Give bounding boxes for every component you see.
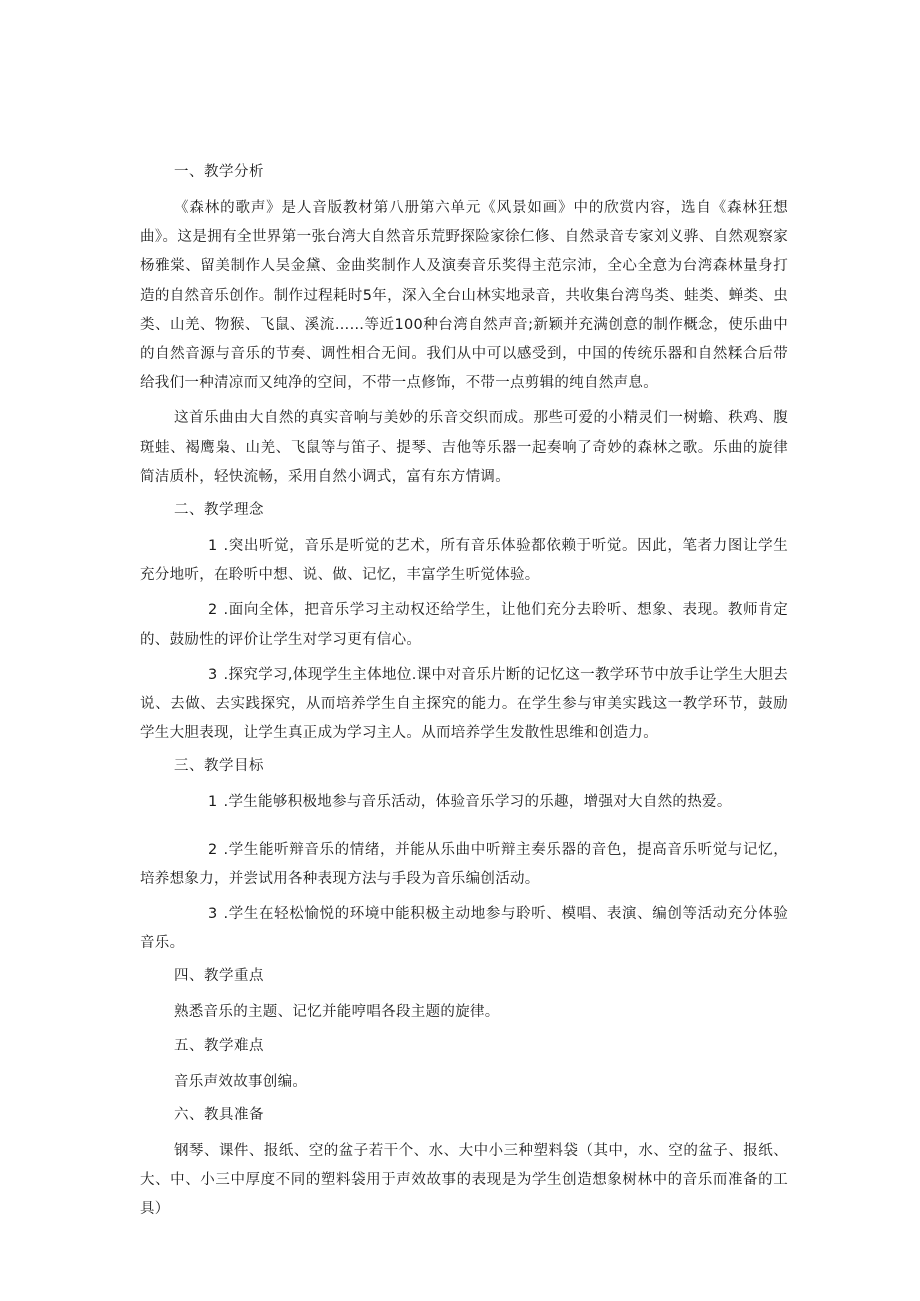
section-5-text: 音乐声效故事创编。 bbox=[174, 1073, 308, 1090]
section-6-text: 钢琴、课件、报纸、空的盆子若干个、水、大中小三种塑料袋（其中，水、空的盆子、报纸、大、中、小三中厚度不同的塑料袋用于声效故事的表现是为学生创造想象树林中的音乐而准备的工具） bbox=[140, 1142, 788, 1218]
section-4-title: 四、教学重点 bbox=[174, 968, 264, 985]
section-2-item-2: 2 .面向全体，把音乐学习主动权还给学生，让他们充分去聆听、想象、表现。教师肯定的、鼓励性的评价让学生对学习更有信心。 bbox=[140, 602, 788, 648]
section-3-title: 三、教学目标 bbox=[174, 758, 264, 775]
section-2-item-3: 3 .探究学习,体现学生主体地位.课中对音乐片断的记忆这一教学环节中放手让学生大胆去说、去做、去实践探究，从而培养学生自主探究的能力。在学生参与审美实践这一教学环节，鼓励学生大胆表现，让学生真正成为学习主人。从而培养学生发散性思维和创造力。 bbox=[140, 666, 788, 742]
section-2-title: 二、教学理念 bbox=[174, 502, 264, 519]
section-3-item-1: 1 .学生能够积极地参与音乐活动，体验音乐学习的乐趣，增强对大自然的热爱。 bbox=[208, 794, 732, 811]
section-1-paragraph-2: 这首乐曲由大自然的真实音响与美妙的乐音交织而成。那些可爱的小精灵们一树蟾、秩鸡、腹斑蛙、褐鹰枭、山羌、飞鼠等与笛子、提琴、吉他等乐器一起奏响了奇妙的森林之歌。乐曲的旋律简洁质朴，轻快流畅，采用自然小调式，富有东方情调。 bbox=[140, 410, 788, 485]
document-page bbox=[140, 160, 788, 1230]
section-1-paragraph-1: 《森林的歌声》是人音版教材第八册第六单元《风景如画》中的欣赏内容，选自《森林狂想曲》。这是拥有全世界第一张台湾大自然音乐荒野探险家徐仁修、自然录音专家刘义骅、自然观察家杨雅棠、留美制作人吴金黛、金曲奖制作人及演奏音乐奖得主范宗沛，全心全意为台湾森林量身打造的自然音乐创作。制作过程耗时5年，深入全台山林实地录音，共收集台湾鸟类、蛙类、蝉类、虫类、山羌、物猴、飞鼠、溪流……等近100种台湾自然声音;新颖并充满创意的制作概念，使乐曲中的自然音源与音乐的节奏、调性相合无间。我们从中可以感受到，中国的传统乐器和自然糅合后带给我们一种清凉而又纯净的空间，不带一点修饰，不带一点剪辑的纯自然声息。 bbox=[140, 200, 788, 392]
section-1-title: 一、教学分析 bbox=[174, 164, 264, 180]
section-4-text: 熟悉音乐的主题、记忆并能哼唱各段主题的旋律。 bbox=[174, 1004, 500, 1021]
section-6-title: 六、教具准备 bbox=[174, 1106, 264, 1123]
section-2-item-1: 1 .突出听觉，音乐是听觉的艺术，所有音乐体验都依赖于听觉。因此，笔者力图让学生充分地听，在聆听中想、说、做、记忆，丰富学生听觉体验。 bbox=[140, 538, 788, 584]
section-3-item-2: 2 .学生能听辩音乐的情绪，并能从乐曲中听辩主奏乐器的音色，提高音乐听觉与记忆，培养想象力，并尝试用各种表现方法与手段为音乐编创活动。 bbox=[140, 841, 788, 887]
section-3-item-3: 3 .学生在轻松愉悦的环境中能积极主动地参与聆听、模唱、表演、编创等活动充分体验音乐。 bbox=[140, 906, 788, 952]
section-5-title: 五、教学难点 bbox=[174, 1037, 264, 1054]
